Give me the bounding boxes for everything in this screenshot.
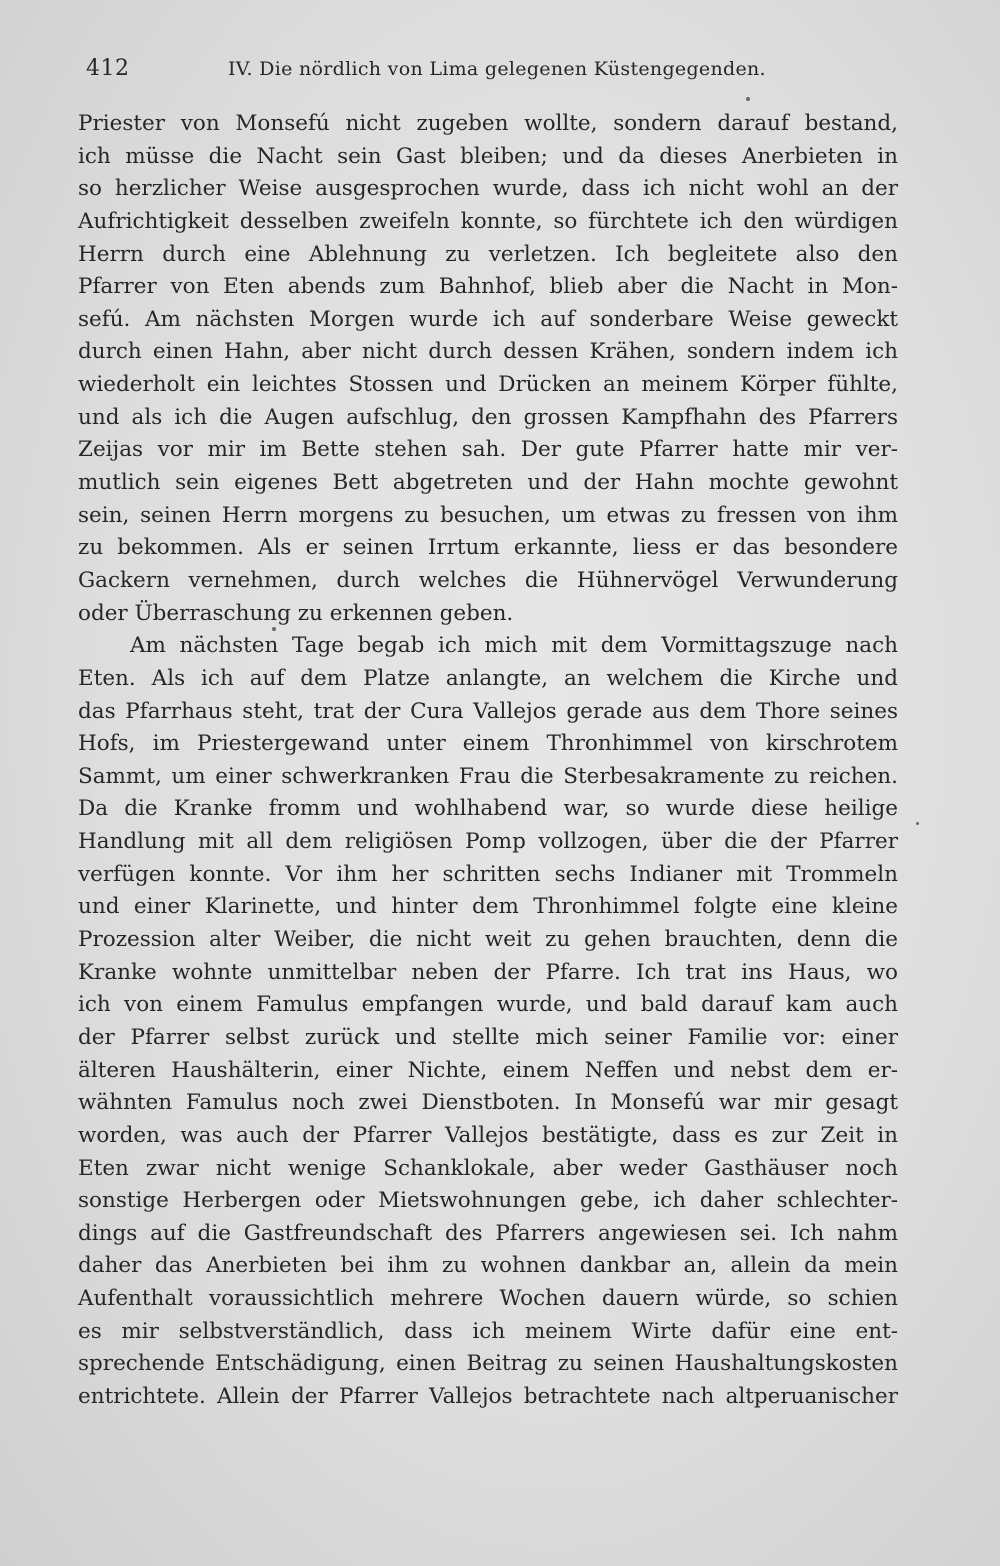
text-line: Sammt, um einer schwerkranken Frau die Sterbesakramente zu reichen. [78,763,898,789]
text-line: so herzlicher Weise ausgesprochen wurde, dass ich nicht wohl an der [78,176,898,202]
text-line: Herrn durch eine Ablehnung zu verletzen. Ich begleitete also den [78,241,898,267]
ink-speck [916,822,919,825]
text-line: Eten zwar nicht wenige Schanklokale, aber weder Gasthäuser noch [78,1155,898,1181]
text-line: ich von einem Famulus empfangen wurde, und bald darauf kam auch [78,992,898,1018]
text-line: Priester von Monsefú nicht zugeben wollte, sondern darauf bestand, [78,111,898,136]
text-line: Da die Kranke fromm und wohlhabend war, so wurde diese heilige [78,796,898,822]
text-line: mutlich sein eigenes Bett abgetreten und der Hahn mochte gewohnt [78,470,898,496]
text-line: entrichtete. Allein der Pfarrer Vallejos betrachtete nach altperuanischer [78,1383,898,1409]
text-line: Prozession alter Weiber, die nicht weit zu gehen brauchten, denn die [78,927,898,953]
text-line: Eten. Als ich auf dem Platze anlangte, an welchem die Kirche und [78,665,898,691]
text-line: daher das Anerbieten bei ihm zu wohnen dankbar an, allein da mein [78,1253,898,1279]
text-line: Zeijas vor mir im Bette stehen sah. Der gute Pfarrer hatte mir ver- [78,437,898,463]
text-line: sprechende Entschädigung, einen Beitrag zu seinen Haushaltungskosten [78,1351,898,1377]
text-line: wiederholt ein leichtes Stossen und Drücken an meinem Körper fühlte, [78,372,898,398]
ink-speck [746,97,750,101]
page-number: 412 [86,56,130,81]
text-line: worden, was auch der Pfarrer Vallejos bestätigte, dass es zur Zeit in [78,1122,898,1148]
text-line: und einer Klarinette, und hinter dem Thronhimmel folgte eine kleine [78,894,898,920]
text-line: und als ich die Augen aufschlug, den grossen Kampfhahn des Pfarrers [78,404,898,430]
text-line: sein, seinen Herrn morgens zu besuchen, um etwas zu fressen von ihm [78,502,898,528]
text-line: es mir selbstverständlich, dass ich meinem Wirte dafür eine ent- [78,1318,898,1344]
text-line: das Pfarrhaus steht, trat der Cura Vallejos gerade aus dem Thore seines [78,698,898,724]
text-line: Aufenthalt voraussichtlich mehrere Wochen dauern würde, so schien [78,1286,898,1312]
text-line: Am nächsten Tage begab ich mich mit dem Vormittagszuge nach [130,633,898,659]
text-line: durch einen Hahn, aber nicht durch dessen Krähen, sondern indem ich [78,339,898,365]
text-line: wähnten Famulus noch zwei Dienstboten. In Monsefú war mir gesagt [78,1090,898,1116]
text-line: oder Überraschung zu erkennen geben. [78,600,514,626]
text-line: verfügen konnte. Vor ihm her schritten sechs Indianer mit Trommeln [78,861,898,887]
text-line: Handlung mit all dem religiösen Pomp vollzogen, über die der Pfarrer [78,829,898,855]
text-line: Aufrichtigkeit desselben zweifeln konnte, so fürchtete ich den würdigen [78,208,898,234]
text-line: Gackern vernehmen, durch welches die Hühnervögel Verwunderung [78,567,898,593]
running-head: IV. Die nördlich von Lima gelegenen Küstengegenden. [228,58,766,80]
text-line: zu bekommen. Als er seinen Irrtum erkannte, liess er das besondere [78,535,898,561]
text-line: älteren Haushälterin, einer Nichte, einem Neffen und nebst dem er- [78,1057,898,1083]
text-line: sonstige Herbergen oder Mietswohnungen gebe, ich daher schlechter- [78,1188,898,1214]
text-line: dings auf die Gastfreundschaft des Pfarrers angewiesen sei. Ich nahm [78,1220,898,1246]
text-line: sefú. Am nächsten Morgen wurde ich auf sonderbare Weise geweckt [78,306,898,332]
text-line: der Pfarrer selbst zurück und stellte mich seiner Familie vor: einer [78,1024,898,1050]
text-line: Kranke wohnte unmittelbar neben der Pfarre. Ich trat ins Haus, wo [78,959,898,985]
text-line: ich müsse die Nacht sein Gast bleiben; und da dieses Anerbieten in [78,143,898,169]
text-line: Pfarrer von Eten abends zum Bahnhof, blieb aber die Nacht in Mon- [78,274,898,300]
body-text [78,108,898,1414]
text-line: Hofs, im Priestergewand unter einem Thronhimmel von kirschrotem [78,731,898,757]
